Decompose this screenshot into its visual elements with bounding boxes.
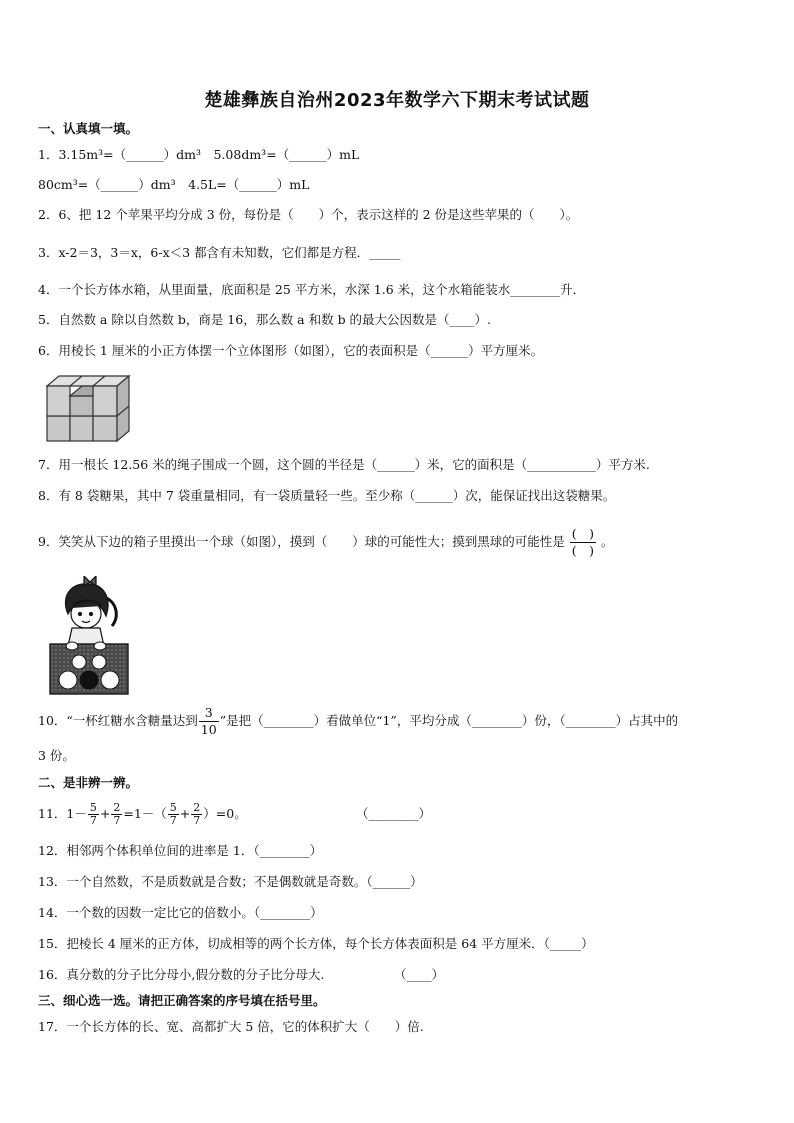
fraction-numerator: 3 bbox=[199, 705, 219, 722]
girl-ball-box-figure bbox=[46, 576, 132, 698]
page-title: 楚雄彝族自治州2023年数学六下期末考试试题 bbox=[204, 90, 590, 111]
question-16 bbox=[38, 966, 445, 984]
probability-fraction bbox=[570, 526, 596, 559]
question-1a: 1．3.15m³=（______）dm³ 5.08dm³=（______）mL bbox=[38, 147, 360, 162]
question-11-part: + bbox=[179, 806, 191, 821]
question-10-pre: 10．“一杯红糖水含糖量达到 bbox=[38, 713, 198, 728]
fraction-denominator: 7 bbox=[89, 814, 97, 827]
fraction-numerator: 5 bbox=[89, 801, 97, 814]
question-9-end: 。 bbox=[600, 534, 614, 549]
question-2: 2．6、把 12 个苹果平均分成 3 份，每份是（ ）个，表示这样的 2 份是这些苹果的（ ）。 bbox=[38, 207, 579, 222]
question-1b: 80cm³=（______）dm³ 4.5L=（______）mL bbox=[38, 177, 310, 192]
question-11-part: =1－（ bbox=[123, 806, 167, 821]
answer-blank: （____） bbox=[394, 967, 445, 982]
question-17: 17．一个长方体的长、宽、高都扩大 5 倍，它的体积扩大（ ）倍. bbox=[38, 1019, 424, 1034]
cube-figure bbox=[43, 372, 135, 444]
question-10-continued: 3 份。 bbox=[38, 748, 75, 763]
question-3: 3．x-2＝3，3＝x，6-x＜3 都含有未知数，它们都是方程．_____ bbox=[38, 245, 401, 260]
answer-blank: （________） bbox=[356, 806, 432, 821]
question-8: 8．有 8 袋糖果，其中 7 袋重量相同，有一袋质量轻一些。至少称（______）次，能保证找出这袋糖果。 bbox=[38, 488, 616, 503]
fraction-numerator: 2 bbox=[113, 801, 121, 814]
question-5: 5．自然数 a 除以自然数 b，商是 16，那么数 a 和数 b 的最大公因数是（____）. bbox=[38, 312, 492, 327]
question-9 bbox=[38, 526, 613, 559]
question-14: 14．一个数的因数一定比它的倍数小。（________） bbox=[38, 905, 323, 920]
section-heading-2: 二、是非辨一辨。 bbox=[38, 775, 139, 790]
question-4: 4．一个长方体水箱，从里面量，底面积是 25 平方米，水深 1.6 米，这个水箱能装水________升． bbox=[38, 282, 586, 297]
fraction bbox=[191, 802, 202, 827]
fraction-numerator: ( ) bbox=[571, 526, 594, 541]
fraction-denominator: 7 bbox=[169, 814, 177, 827]
question-16-text: 16．真分数的分子比分母小,假分数的分子比分母大. bbox=[38, 967, 325, 982]
section-heading-3: 三、细心选一选。请把正确答案的序号填在括号里。 bbox=[38, 993, 326, 1008]
question-6: 6．用棱长 1 厘米的小正方体摆一个立体图形（如图），它的表面积是（______）平方厘米。 bbox=[38, 343, 544, 358]
question-11-part: + bbox=[99, 806, 111, 821]
question-15: 15．把棱长 4 厘米的正方体，切成相等的两个长方体，每个长方体表面积是 64 平方厘米．（_____） bbox=[38, 936, 594, 951]
fraction bbox=[88, 802, 99, 827]
question-7: 7．用一根长 12.56 米的绳子围成一个圆，这个圆的半径是（______）米，它的面积是（___________）平方米. bbox=[38, 457, 650, 472]
question-11-part: 11．1－ bbox=[38, 806, 87, 821]
fraction-numerator: 5 bbox=[169, 801, 177, 814]
fraction-denominator: 10 bbox=[200, 722, 217, 737]
question-10 bbox=[38, 705, 678, 738]
fraction-numerator: 2 bbox=[193, 801, 201, 814]
question-11-part: ）=0。 bbox=[203, 806, 247, 821]
section-heading-1: 一、认真填一填。 bbox=[38, 121, 139, 136]
question-12: 12．相邻两个体积单位间的进率是 1．（________） bbox=[38, 843, 323, 858]
fraction bbox=[168, 802, 179, 827]
fraction-denominator: 7 bbox=[113, 814, 121, 827]
fraction-denominator: ( ) bbox=[571, 543, 594, 558]
question-13: 13．一个自然数，不是质数就是合数；不是偶数就是奇数。（______） bbox=[38, 874, 423, 889]
question-10-post: ”是把（________）看做单位“1”，平均分成（________）份，（________）占其中的 bbox=[219, 713, 679, 728]
fraction-3-10 bbox=[199, 705, 219, 738]
question-9-text: 9．笑笑从下边的箱子里摸出一个球（如图），摸到（ ）球的可能性大；摸到黑球的可能性是 bbox=[38, 534, 565, 549]
fraction bbox=[111, 802, 122, 827]
question-11 bbox=[38, 798, 432, 830]
fraction-denominator: 7 bbox=[193, 814, 201, 827]
